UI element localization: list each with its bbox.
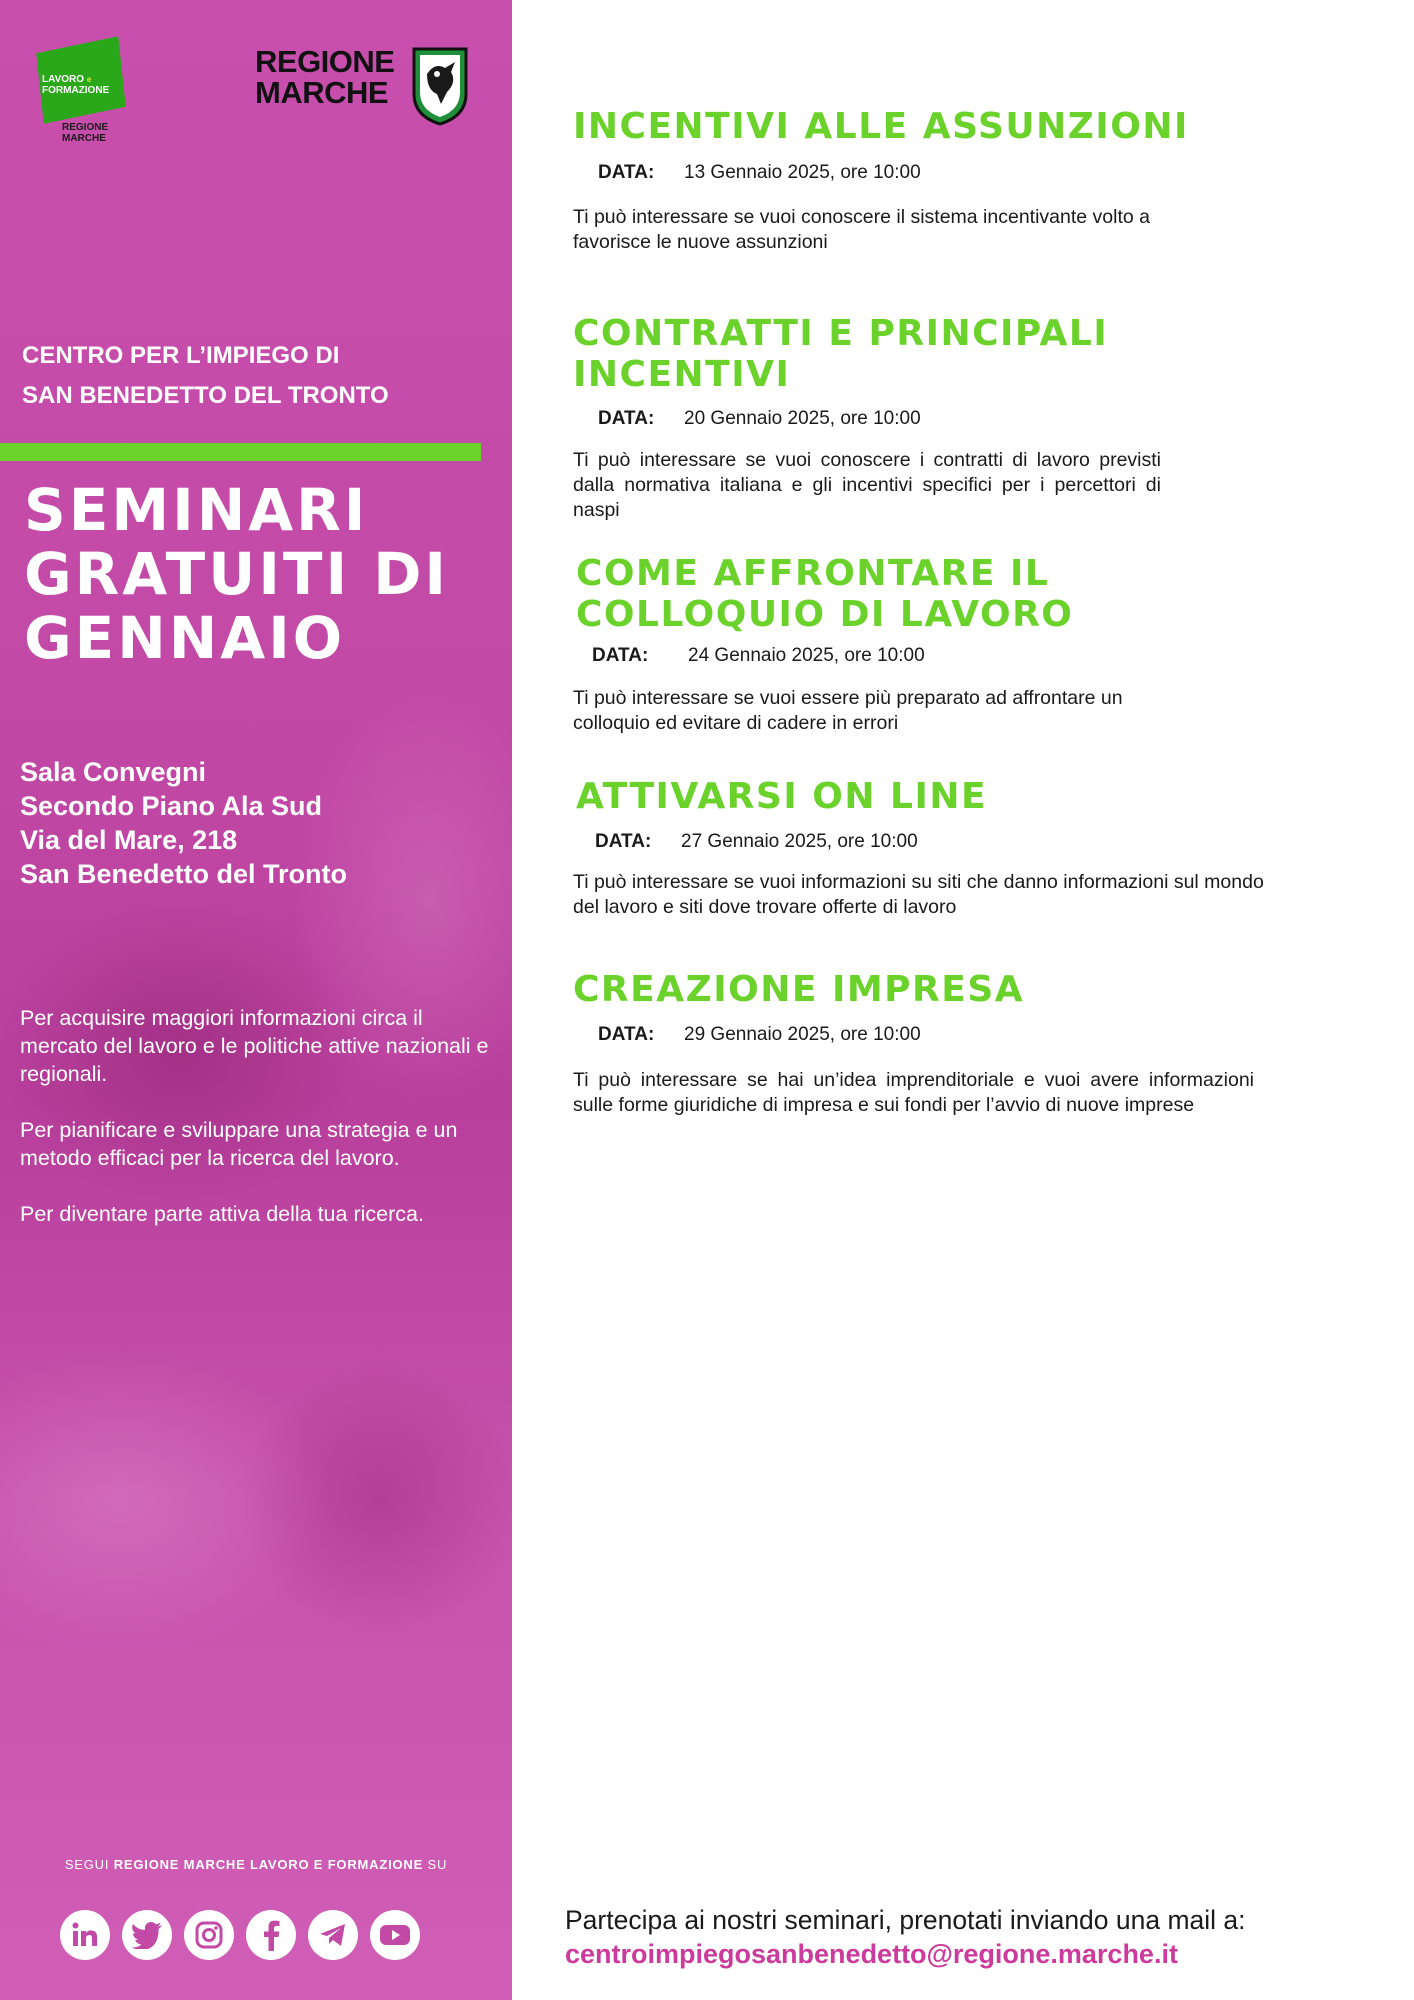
seminar-title (573, 106, 1189, 147)
logo-regione: REGIONE (62, 122, 109, 133)
logo-line2: FORMAZIONE (42, 85, 110, 96)
regione-marche-wordmark (255, 46, 394, 108)
facebook-icon[interactable] (246, 1910, 296, 1960)
seminar-title-line1: ATTIVARSI ON LINE (576, 776, 988, 817)
follow-us-text (0, 1857, 512, 1872)
seminar-description: Ti può interessare se vuoi essere più preparato ad affrontare un colloquio ed evitare di cadere in errori (573, 687, 1123, 734)
seminar-date (598, 162, 921, 184)
title-line2: GRATUITI DI (24, 540, 449, 608)
seminar-title (576, 553, 1073, 635)
benefit-2: Per pianificare e sviluppare una strategia e un metodo efficaci per la ricerca del lavoro. (20, 1118, 458, 1170)
twitter-icon[interactable] (122, 1910, 172, 1960)
seminar-title-line1: COME AFFRONTARE IL (576, 553, 1050, 594)
telegram-icon[interactable] (308, 1910, 358, 1960)
title-line1: SEMINARI (24, 476, 369, 544)
centro-line2: SAN BENEDETTO DEL TRONTO (22, 382, 389, 409)
logo-line1: LAVORO (42, 74, 85, 85)
address-line1: Sala Convegni (20, 757, 207, 787)
left-panel (0, 0, 512, 2000)
seminar-date (592, 645, 925, 667)
benefit-1: Per acquisire maggiori informazioni circa il mercato del lavoro e le politiche attive nazionali e regionali. (20, 1006, 489, 1086)
date-label: DATA: (598, 162, 655, 183)
date-value: 24 Gennaio 2025, ore 10:00 (688, 645, 925, 666)
logo-and: e (86, 75, 92, 84)
seminar-date (598, 1024, 921, 1046)
logo-text (42, 74, 109, 96)
wordmark-line2: MARCHE (255, 75, 389, 110)
seminar-title-line1: INCENTIVI ALLE ASSUNZIONI (573, 106, 1189, 147)
seminar-date (598, 408, 921, 430)
seminar-description: Ti può interessare se vuoi conoscere i contratti di lavoro previsti dalla normativa italiana e gli incentivi specifici per i percettori di naspi (573, 449, 1161, 521)
seminar-title-line2: COLLOQUIO DI LAVORO (576, 594, 1074, 635)
seminar-title-line1: CONTRATTI E PRINCIPALI (573, 313, 1109, 354)
date-label: DATA: (592, 645, 649, 666)
marche-shield-icon (411, 46, 469, 126)
main-title (24, 478, 449, 670)
instagram-icon[interactable] (184, 1910, 234, 1960)
seminar-description: Ti può interessare se vuoi informazioni su siti che danno informazioni sul mondo del lavoro e siti dove trovare offerte di lavoro (573, 871, 1264, 918)
date-value: 27 Gennaio 2025, ore 10:00 (681, 831, 918, 852)
segui-prefix: SEGUI (64, 1857, 110, 1872)
benefits-text (20, 1004, 500, 1256)
seminar-title-line1: CREAZIONE IMPRESA (573, 969, 1025, 1010)
date-label: DATA: (598, 408, 655, 429)
logo-marche: MARCHE (62, 133, 106, 144)
address-line3: Via del Mare, 218 (20, 825, 238, 855)
seminar-description: Ti può interessare se vuoi conoscere il sistema incentivante volto a favorisce le nuove assunzioni (573, 206, 1150, 253)
venue-address (20, 755, 347, 891)
date-value: 29 Gennaio 2025, ore 10:00 (684, 1024, 921, 1045)
youtube-icon[interactable] (370, 1910, 420, 1960)
address-line4: San Benedetto del Tronto (20, 859, 348, 889)
booking-cta: Partecipa ai nostri seminari, prenotati inviando una mail a: (565, 1905, 1246, 1935)
seminar-description: Ti può interessare se hai un’idea imprenditoriale e vuoi avere informazioni sulle forme giuridiche di impresa e sui fondi per l’avvio di nuove imprese (573, 1069, 1254, 1116)
centro-line1: CENTRO PER L’IMPIEGO DI (22, 342, 340, 369)
wordmark-line1: REGIONE (255, 44, 395, 79)
lavoro-formazione-logo (28, 40, 143, 150)
date-label: DATA: (598, 1024, 655, 1045)
centro-impiego-heading (22, 336, 389, 416)
date-value: 20 Gennaio 2025, ore 10:00 (684, 408, 921, 429)
seminar-title (573, 969, 1024, 1010)
date-value: 13 Gennaio 2025, ore 10:00 (684, 162, 921, 183)
contact-email-link[interactable]: centroimpiegosanbenedetto@regione.marche.it (565, 1939, 1178, 1969)
title-line3: GENNAIO (24, 604, 346, 672)
address-line2: Secondo Piano Ala Sud (20, 791, 323, 821)
seminar-title (576, 776, 987, 817)
date-label: DATA: (595, 831, 652, 852)
linkedin-icon[interactable] (60, 1910, 110, 1960)
segui-suffix: SU (427, 1857, 448, 1872)
benefit-3: Per diventare parte attiva della tua ricerca. (20, 1202, 424, 1226)
accent-divider (0, 443, 481, 461)
segui-brand: REGIONE MARCHE LAVORO E FORMAZIONE (113, 1857, 424, 1872)
regione-marche-logo (255, 46, 485, 126)
seminar-title (573, 313, 1108, 395)
seminar-date (595, 831, 918, 853)
social-links (60, 1910, 420, 1962)
logo-regione-text (62, 122, 108, 144)
seminar-title-line2: INCENTIVI (573, 354, 791, 395)
